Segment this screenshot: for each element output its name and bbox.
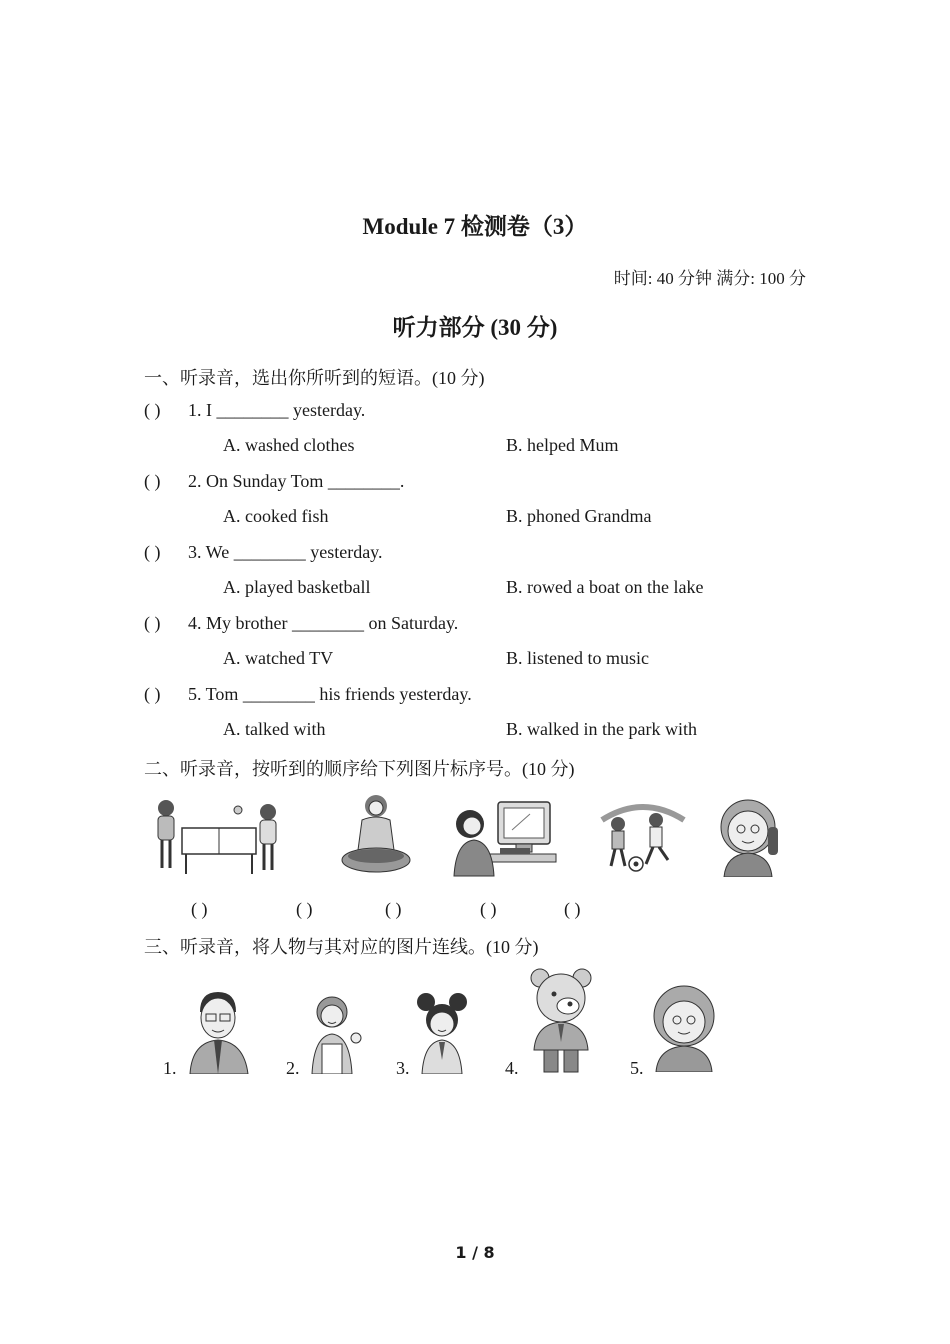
option-a: A. talked with xyxy=(223,719,326,739)
question-stem: 1. I ________ yesterday. xyxy=(188,400,366,420)
man-with-glasses-picture[interactable] xyxy=(186,988,252,1074)
option-b: B. helped Mum xyxy=(506,435,619,455)
order-blank[interactable]: ( ) xyxy=(564,899,581,919)
phone-grandma-picture xyxy=(710,793,794,877)
answer-paren[interactable]: ( ) xyxy=(144,400,161,420)
part1-heading: 一、听录音，选出你所听到的短语。(10 分) xyxy=(144,368,485,388)
grandma-picture[interactable] xyxy=(648,982,720,1072)
option-b: B. rowed a boat on the lake xyxy=(506,577,704,597)
question-4 xyxy=(144,613,458,634)
section-title: 听力部分 (30 分) xyxy=(392,315,558,340)
computer-picture xyxy=(450,798,560,878)
option-b: B. phoned Grandma xyxy=(506,506,652,526)
question-1 xyxy=(144,400,365,421)
answer-paren[interactable]: ( ) xyxy=(144,684,161,704)
bear-boy-picture[interactable] xyxy=(526,966,596,1076)
answer-paren[interactable]: ( ) xyxy=(144,471,161,491)
page-number: 1 / 8 xyxy=(455,1243,495,1262)
answer-paren[interactable]: ( ) xyxy=(144,613,161,633)
item-number: 5. xyxy=(630,1058,644,1078)
exam-meta: 时间: 40 分钟 满分: 100 分 xyxy=(613,269,806,288)
question-stem: 5. Tom ________ his friends yesterday. xyxy=(188,684,472,704)
part3-heading: 三、听录音，将人物与其对应的图片连线。(10 分) xyxy=(144,937,539,957)
item-number: 1. xyxy=(163,1058,177,1078)
order-blank[interactable]: ( ) xyxy=(385,899,402,919)
part2-heading: 二、听录音，按听到的顺序给下列图片标序号。(10 分) xyxy=(144,759,575,779)
option-a: A. played basketball xyxy=(223,577,371,597)
ping-pong-picture xyxy=(152,794,286,878)
option-b: B. listened to music xyxy=(506,648,649,668)
answer-paren[interactable]: ( ) xyxy=(144,542,161,562)
girl-apron-picture[interactable] xyxy=(306,994,364,1074)
option-a: A. washed clothes xyxy=(223,435,355,455)
football-picture xyxy=(598,800,688,876)
option-a: A. cooked fish xyxy=(223,506,329,526)
question-3 xyxy=(144,542,383,563)
question-stem: 2. On Sunday Tom ________. xyxy=(188,471,405,491)
order-blank[interactable]: ( ) xyxy=(480,899,497,919)
option-a: A. watched TV xyxy=(223,648,334,668)
question-stem: 3. We ________ yesterday. xyxy=(188,542,383,562)
option-b: B. walked in the park with xyxy=(506,719,697,739)
page-title: Module 7 检测卷（3） xyxy=(362,214,588,239)
order-blank[interactable]: ( ) xyxy=(191,899,208,919)
item-number: 4. xyxy=(505,1058,519,1078)
question-2 xyxy=(144,471,404,492)
washing-picture xyxy=(336,790,416,880)
item-number: 3. xyxy=(396,1058,410,1078)
girl-buns-picture[interactable] xyxy=(414,990,470,1074)
item-number: 2. xyxy=(286,1058,300,1078)
order-blank[interactable]: ( ) xyxy=(296,899,313,919)
question-5 xyxy=(144,684,472,705)
question-stem: 4. My brother ________ on Saturday. xyxy=(188,613,459,633)
